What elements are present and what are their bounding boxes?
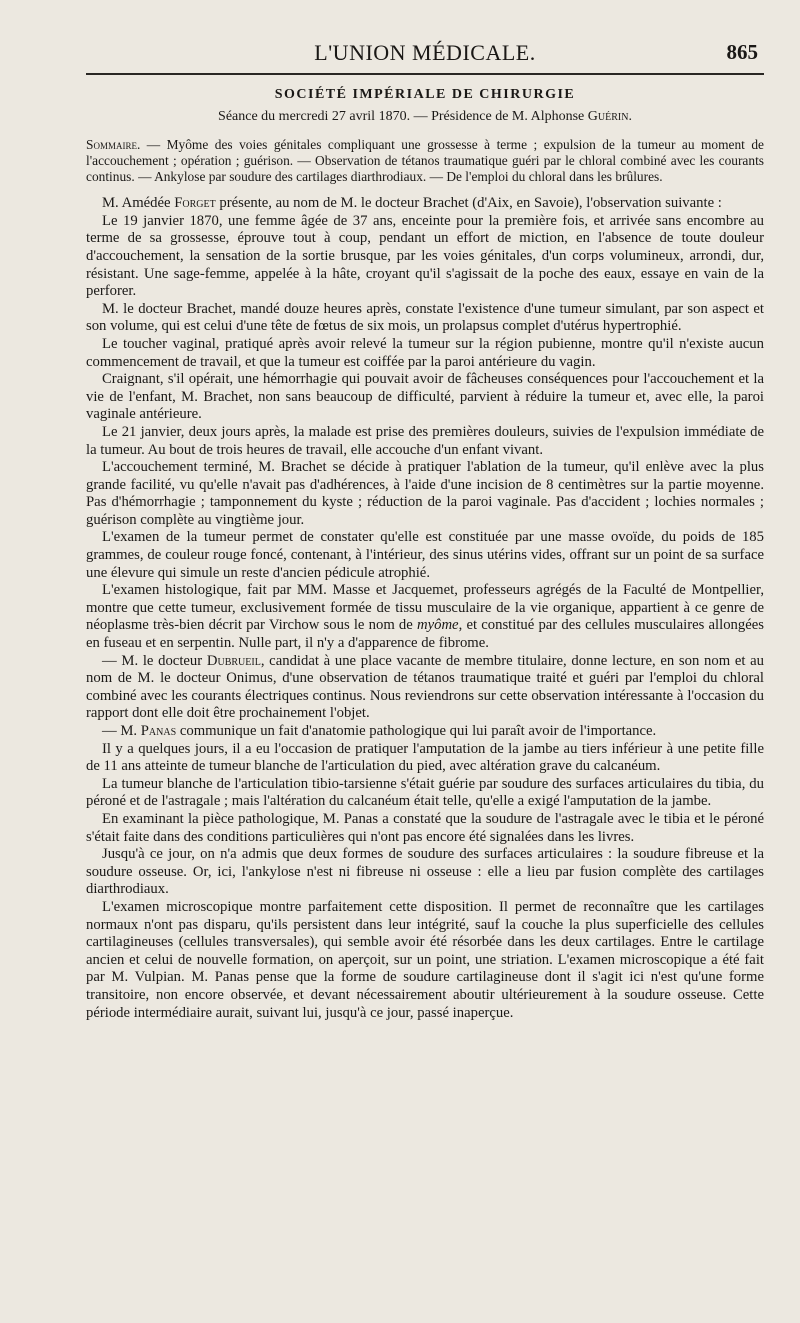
summary bbox=[86, 137, 764, 185]
paragraph-forget bbox=[86, 195, 764, 213]
paragraph-text: communique un fait d'anatomie pathologique qui lui paraît avoir de l'importance. bbox=[176, 723, 657, 739]
session-end: . bbox=[628, 108, 632, 124]
summary-label: Sommaire bbox=[86, 137, 137, 153]
running-head bbox=[86, 40, 764, 68]
paragraph-text: L'examen histologique, fait par MM. Masse et Jacquemet, professeurs agrégés de la Faculté de Montpellier, montre que cette tumeur, exclusivement formée de tissu musculaire de la vie organique, appartient à ce genre de néoplasme très-bien décrit par Virchow sous le nom de bbox=[86, 582, 764, 634]
paragraph-text: — M. bbox=[102, 723, 141, 739]
author-name-forget: Forget bbox=[174, 195, 216, 212]
paragraph: L'accouchement terminé, M. Brachet se décide à pratiquer l'ablation de la tumeur, qu'il enlève avec la plus grande facilité, vu qu'elle n'avait pas d'adhérences, à l'aide d'une incision de 8 centimètres sur la partie moyenne. Pas d'hémorrhagie ; tamponnement du kyste ; réduction de la paroi vaginale. Pas d'accident ; lochies normales ; guérison complète au vingtième jour. bbox=[86, 459, 764, 528]
term-myome: myôme bbox=[416, 617, 459, 634]
header-rule bbox=[86, 73, 764, 75]
article-body bbox=[86, 86, 764, 1022]
summary-text: . — Myôme des voies génitales compliquant une grossesse à terme ; expulsion de la tumeur au moment de l'accouchement ; opération ; guérison. — Observation de tétanos traumatique guéri par le chloral combiné avec les courants continus. — Ankylose par soudure des cartilages diarthrodiaux. — De l'emploi du chloral dans les brûlures. bbox=[86, 137, 764, 185]
paragraph-text: M. Amédée bbox=[102, 195, 175, 212]
paragraph-text: — M. le docteur bbox=[102, 652, 207, 669]
paragraph-dubrueil bbox=[86, 653, 764, 723]
paragraph: Le toucher vaginal, pratiqué après avoir relevé la tumeur sur la région pubienne, montre qu'il n'existe aucun commencement de travail, et que la tumeur est coiffée par la paroi antérieure du vagin. bbox=[86, 335, 764, 370]
paragraph: L'examen microscopique montre parfaitement cette disposition. Il permet de reconnaître que les cartilages normaux n'ont pas disparu, qu'ils persistent dans leur intégrité, sauf la couche la plus superficielle des cellules cartilagineuses (cellules transversales), qui semble avoir été résorbée dans les deux cartilages. Entre le cartilage ancien et celui de nouvelle formation, on aperçoit, sur un point, une striation. L'examen microscopique a été fait par M. Vulpian. M. Panas pense que la forme de soudure cartilagineuse dont il s'agit ici n'est qu'une forme transitoire, non encore observée, et devant nécessairement aboutir ultérieurement à la soudure osseuse. Cette période intermédiaire aurait, suivant lui, jusqu'à ce jour, passé inaperçue. bbox=[86, 898, 764, 1021]
page-number: 865 bbox=[726, 40, 758, 64]
paragraph: Il y a quelques jours, il a eu l'occasion de pratiquer l'amputation de la jambe au tiers inférieur à une petite fille de 11 ans atteinte de tumeur blanche de l'articulation du pied, avec altération grave du calcanéum. bbox=[86, 740, 764, 775]
president-name: Guérin bbox=[587, 108, 629, 124]
paragraph-histology bbox=[86, 582, 764, 652]
session-line bbox=[86, 108, 764, 126]
paragraph: Le 19 janvier 1870, une femme âgée de 37 ans, enceinte pour la première fois, et arrivée sans encombre au terme de sa grossesse, éprouve tout à coup, pendant un effort de miction, en l'absence de toute douleur d'accouchement, la sensation de la sortie brusque, par les voies génitales, d'un corps volumineux, arrondi, dur, résistant. Une sage-femme, appelée à la hâte, croyant qu'il s'agissait de la poche des eaux, essaye en vain de la perforer. bbox=[86, 212, 764, 300]
paragraph: La tumeur blanche de l'articulation tibio-tarsienne s'était guérie par soudure des surfaces articulaires du tibia, du péroné et de l'astragale ; mais l'altération du calcanéum était telle, qu'elle a exigé l'amputation de la jambe. bbox=[86, 775, 764, 810]
paragraph: L'examen de la tumeur permet de constater qu'elle est constituée par une masse ovoïde, du poids de 185 grammes, de couleur rouge foncé, contenant, à l'intérieur, des sinus utérins vides, offrant sur un point de sa surface une élevure qui simule un reste d'ancien pédicule atrophié. bbox=[86, 529, 764, 581]
paragraph: Jusqu'à ce jour, on n'a admis que deux formes de soudure des surfaces articulaires : la soudure fibreuse et la soudure osseuse. Or, ici, l'ankylose n'est ni fibreuse ni osseuse : elle a lieu par fusion complète des cartilages diarthrodiaux. bbox=[86, 846, 764, 898]
paragraph: En examinant la pièce pathologique, M. Panas a constaté que la soudure de l'astragale avec le tibia et le péroné s'était faite dans des conditions particulières qui n'ont pas encore été signalées dans les livres. bbox=[86, 810, 764, 845]
session-text: Séance du mercredi 27 avril 1870. — Présidence de M. Alphonse bbox=[218, 108, 588, 124]
society-title: SOCIÉTÉ IMPÉRIALE DE CHIRURGIE bbox=[274, 87, 576, 102]
paragraph: Le 21 janvier, deux jours après, la malade est prise des premières douleurs, suivies de l'expulsion immédiate de la tumeur. Au bout de trois heures de travail, elle accouche d'un enfant vivant. bbox=[86, 423, 764, 458]
paragraph-text: , et constitué par des cellules musculaires allongées en fuseau et en serpentin. Nulle part, il n'y a d'apparence de fibrome. bbox=[86, 617, 764, 652]
paragraph: Craignant, s'il opérait, une hémorrhagie qui pouvait avoir de fâcheuses conséquences pour l'accouchement et la vie de l'enfant, M. Brachet, non sans beaucoup de difficulté, parvient à réduire la tumeur et, avec elle, la paroi vaginale antérieure. bbox=[86, 371, 764, 423]
paragraph-text: , candidat à une place vacante de membre titulaire, donne lecture, en son nom et au nom de M. le docteur Onimus, d'une observation de tétanos traumatique traité et guéri par l'emploi du chloral combiné avec les courants électriques continus. Nous reviendrons sur cette observation intéressante à l'occasion du rapport dont elle doit être prochainement l'objet. bbox=[86, 652, 764, 722]
running-title: L'UNION MÉDICALE. bbox=[314, 40, 536, 65]
author-name-panas: Panas bbox=[140, 723, 177, 739]
paragraph-panas bbox=[86, 723, 764, 741]
author-name-dubrueil: Dubrueil bbox=[206, 652, 261, 669]
paragraph: M. le docteur Brachet, mandé douze heures après, constate l'existence d'une tumeur simulant, par son aspect et son volume, qui est celui d'une tête de fœtus de six mois, un prolapsus complet d'utérus hypertrophié. bbox=[86, 300, 764, 335]
paragraph-text: présente, au nom de M. le docteur Brachet (d'Aix, en Savoie), l'observation suivante : bbox=[215, 195, 722, 212]
